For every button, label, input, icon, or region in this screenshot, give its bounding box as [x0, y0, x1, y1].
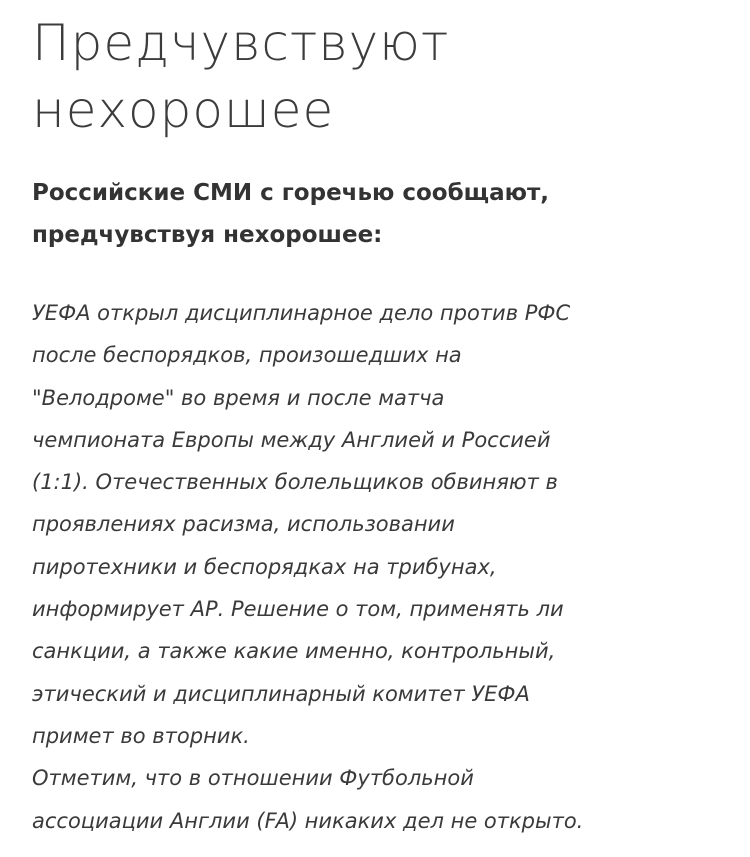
body-line: информирует АР. Решение о том, применять ли [32, 597, 564, 622]
lead-line: Российские СМИ с горечью сообщают, [32, 180, 550, 206]
body-line: санкции, а также какие именно, контрольный, [32, 639, 556, 664]
title-line: Предчувствуют [32, 14, 450, 72]
lead-line: предчувствуя нехорошее: [32, 222, 383, 248]
body-line: Отметим, что в отношении Футбольной [32, 766, 474, 791]
body-line: УЕФА открыл дисциплинарное дело против РФС [32, 301, 571, 325]
article [32, 0, 732, 833]
body-line: после беспорядков, произошедших на [32, 343, 462, 368]
body-line: ассоциации Англии (FA) никаких дел не открыто. [32, 808, 584, 833]
body-line: проявлениях расизма, использовании [32, 512, 455, 537]
body-line: этический и дисциплинарный комитет УЕФА [32, 681, 530, 706]
body-line: "Велодроме" во время и после матча [32, 385, 445, 410]
body-line: (1:1). Отечественных болельщиков обвиняют в [32, 470, 558, 495]
article-title [32, 0, 732, 144]
body-line: примет во вторник. [32, 723, 250, 748]
article-lead [32, 172, 722, 256]
article-body [32, 292, 732, 842]
title-line: нехорошее [32, 81, 335, 139]
body-line: чемпионата Европы между Англией и Россией [32, 427, 551, 452]
body-line: пиротехники и беспорядках на трибунах, [32, 554, 497, 579]
